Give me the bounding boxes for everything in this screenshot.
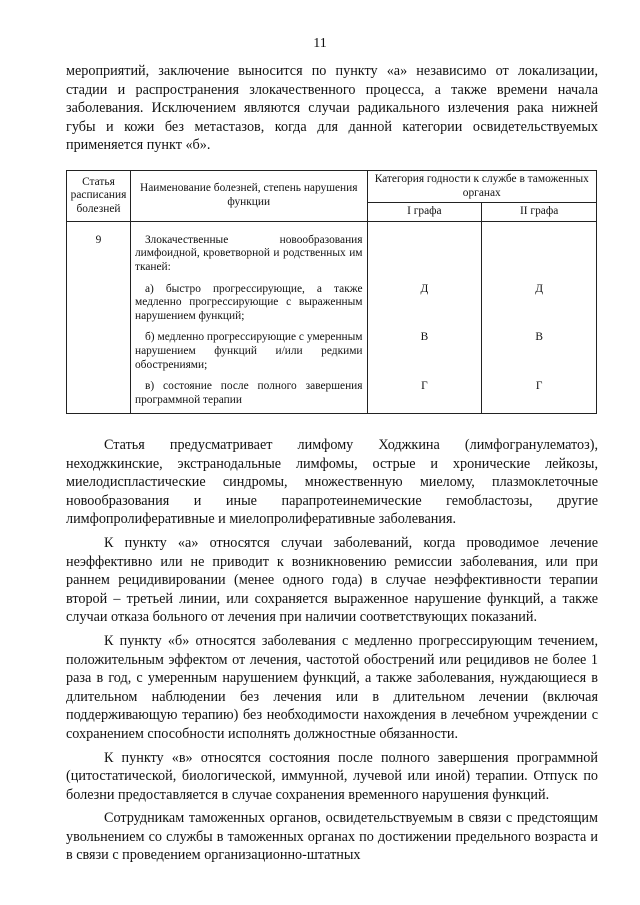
item-b-text: б) медленно прогрессирующие с умеренным нарушением функций и/или редкими обострениями; bbox=[134, 331, 363, 371]
page-number: 11 bbox=[313, 36, 327, 51]
item-c-column-2: Г bbox=[482, 380, 597, 414]
item-b-column-2: В bbox=[482, 331, 597, 380]
paragraph-article-scope: Статья предусматривает лимфому Ходжкина (лимфогранулематоз), неходжкинские, экстранодальные лимфомы, острые и хронические лейкозы, миелодиспластические синдромы, множественную миелому, плазмоклеточные новообразования и иные парапротеинемические гемобластозы, другие лимфопролиферативные и миелопролиферативные заболевания. bbox=[66, 437, 598, 528]
article-number: 9 bbox=[67, 221, 131, 282]
intro-paragraph: мероприятий, заключение выносится по пункту «а» независимо от локализации, стадии и распространения злокачественного процесса, а также времени начала заболевания. Исключением являются случаи радикального излечения рака нижней губы и кожи без метастазов, когда для данной категории освидетельствуемых применяется пункт «б». bbox=[66, 63, 598, 154]
header-column-2: II графа bbox=[482, 203, 597, 222]
disease-schedule-table bbox=[66, 170, 597, 414]
disease-group-name: Злокачественные новообразования лимфоидной, кроветворной и родственных им тканей: bbox=[134, 233, 363, 273]
paragraph-item-a: К пункту «а» относятся случаи заболеваний, когда проводимое лечение неэффективно или не приводит к возникновению ремиссии заболевания, или при раннем рецидивировании (менее одного года) в случае неэффективности терапии второй – третьей линии, или сохраняется выраженное нарушение функций, а также случаи отказа больного от лечения при наличии соответствующих показаний. bbox=[66, 534, 598, 626]
item-a-column-1: Д bbox=[367, 283, 482, 332]
paragraph-item-c: К пункту «в» относятся состояния после полного завершения программной (цитостатической, биологической, иммунной, лучевой или иной) терапии. Отпуск по болезни предоставляется в случае сохранения временного нарушения функций. bbox=[66, 749, 598, 803]
header-disease-name: Наименование болезней, степень нарушения функции bbox=[130, 171, 367, 222]
paragraph-item-b: К пункту «б» относятся заболевания с медленно прогрессирующим течением, положительным эффектом от лечения, частотой обострений или рецидивов не более 1 раза в год, с умеренным нарушением функций, а также заболевания, нуждающиеся в длительном наблюдении без лечения или в длительном лечении (включая поддерживающую терапию) без необходимости нахождения в лечебном учреждении с сохранением способности исполнять должностные обязанности. bbox=[66, 632, 598, 742]
header-category: Категория годности к службе в таможенных органах bbox=[367, 171, 596, 203]
item-b-column-1: В bbox=[367, 331, 482, 380]
item-c-column-1: Г bbox=[367, 380, 482, 414]
item-a-text: а) быстро прогрессирующие, а также медленно прогрессирующие с выраженным нарушением функций; bbox=[134, 282, 363, 322]
header-column-1: I графа bbox=[367, 203, 482, 222]
paragraph-retirement: Сотрудникам таможенных органов, освидетельствуемым в связи с предстоящим увольнением со службы в таможенных органах по достижении предельного возраста и в связи с проведением организационно-штатных bbox=[66, 810, 598, 864]
body-text bbox=[66, 436, 598, 870]
header-article: Статья расписания болезней bbox=[67, 171, 131, 222]
item-c-text: в) состояние после полного завершения программной терапии bbox=[134, 380, 363, 406]
item-a-column-2: Д bbox=[482, 283, 597, 332]
